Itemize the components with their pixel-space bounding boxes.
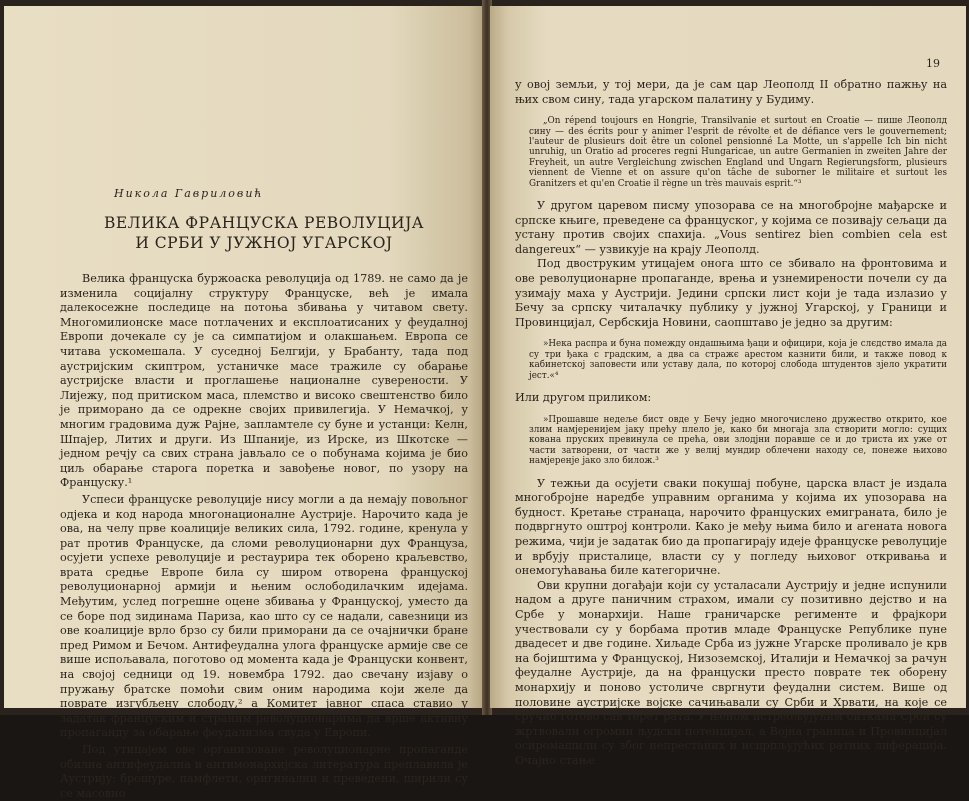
- page-number: 19: [926, 57, 940, 70]
- left-page: [4, 6, 484, 800]
- paragraph: Под утицајем ове организоване револуционарне пропаганде обилна антифеудална и антимонархијска литература преплавила је Аустрију: брошуре, памфлети, оригинални и преведени, ширили су се масовно: [60, 743, 468, 800]
- block-quote: »Прошавше недеље бист овде у Бечу једно многочислено дружество открито, кое злим намјеренијем јаку прећу плело је, како би многаја зла створити могло: сущих кована пруских превинула се прећа, ови злодјни поравше се и до триста их уже от части затворени, от части же у велиј мундир облечени находу се, понеже њихово намјеренје јако зло билож.³: [529, 414, 947, 467]
- paragraph: Ови крупни догађаји који су усталасали Аустрију и једне испунили надом а друге паничним страхом, имали су позитивно дејство и на Србе у монархији. Наше граничарске регименте и фрајкори учествовали су у борбама против младе Француске Републике пуне двадесет и две године. Хиљаде Срба из јужне Угарске проливало је крв на бојиштима у Француској, Низоземској, Италији и Немачкој за рачун феудалне Аустрије, да на француски престо поврате тек оборену монархију и поново устоличе свргнути феудални систем. Више од половине аустријске војске сачињавали су Срби и Хрвати, на које се сручио готово сав терет рата. У њеном истребљујућим биткама Срби су жртвовали огромни људски потенцијал, а Војна граница и Провинцијал осиромашили су због непрестаних и исцрпљујућих ратних лиферација. Очајно стање: [515, 578, 947, 767]
- block-quote: »Нека распра и буна помежду ондашњима ђаци и официри, која је слєдство имала да су три ђака с градским, а два са стражє арестом казнити били, и также повод к кабинетској заповести или уставу дала, по которој слобода штудентов зјело укратити јест.«⁴: [529, 339, 947, 381]
- paragraph: У другом царевом писму упозорава се на многобројне мађарске и српске књиге, преведене са француског, у којима се позивају сељаци да устану против својих спахија. „Vous sentirez bien combien cela est dangereux“ — узвикује на крају Леополд.: [515, 199, 947, 256]
- paragraph: Или другом приликом:: [515, 391, 652, 404]
- paragraph: У тежњи да осујети сваки покушај побуне, царска власт је издала многобројне наредбе управним органима у којима их упозорава на будност. Кретање странаца, нарочито француских емиграната, било је подвргнуто оштрој контроли. Како је међу њима било и агената новога режима, чији је задатак био да пропагирају идеје француске револуције и врбују присталице, власти су у погледу њиховог откривања и онемогућавања биле категоричне.: [515, 476, 947, 578]
- paragraph: у овој земљи, у тој мери, да је сам цар Леополд II обратно пажњу на њих свом сину, тада угарском палатину у Будиму.: [515, 78, 947, 106]
- title-line-2: И СРБИ У ЈУЖНОЈ УГАРСКОЈ: [135, 234, 393, 252]
- paragraph: Под двоструким утицајем онога што се збивало на фронтовима и ове револуционарне пропаганде, врења и узнемирености почели су да узимају маха у Аустрији. Једини српски лист који је тада излазио у Бечу за српску читалачку публику у јужној Угарској, у Граници и Провинцијал, Сербскија Новини, саопштаво је једно за другим:: [515, 257, 947, 329]
- left-body-text: [60, 272, 468, 801]
- author-name: Никола Гавриловић: [114, 187, 264, 200]
- article-title: [74, 213, 454, 253]
- paragraph: Успеси француске револуције нису могли а да немају повољног одјека и код народа многонационалне Аустрије. Нарочито када је ова, на челу прве коалиције великих сила, 1792. године, кренула у рат против Француске, да сломи револуционарни дух Француза, осујети успехе револуције и рестаурира тек оборено краљевство, врата средње Европе била су широм отворена француској револуционарној армији и њеним ослободилачким идејама. Међутим, услед погрешне оцене збивања у Француској, уместо да се боре под зидинама Париза, као што су се надали, савезници из ове коалиције врло брзо су били приморани да се очајнички бране пред Римом и Бечом. Антифеудална улога француске армије све се више испољавала, поготово од момента када је Француски конвент, на својој седници од 19. новембра 1792. дао свечану изјаву о пружању братске помоћи свим оним народима који желе да поврате изгубљену слободу,² а Комитет јавног спаса ставио у задатак француским и страним револуционарима да врше активну пропаганду за обарање феудализма свуда у Европи.: [60, 492, 468, 740]
- block-quote: „On répend toujours en Hongrie, Transilvanie et surtout en Croatie — пише Леополд сину — des écrits pour y animer l'esprit de révolte et de défiance vers le gouvernement; l'auteur de plusieurs doit être un colonel pensionné La Motte, un s'appelle Ich bin nicht unruhig, un Oratio ad proceres regni Hungaricae, un autre Germanien in zweiten Jahre der Freyheit, un autre Vergleichung zwischen England und Ungarn Regierungsform, plusieurs viennent de Vienne et on assure qu'on tâche de suborner le militaire et surtout les Granitzers et qu'en Croatie il règne un très mauvais esprit.“³: [529, 116, 947, 189]
- paragraph: Велика француска буржоаска револуција од 1789. не само да је изменила социјалну структуру Француске, већ је имала далекосежне последице на потоња збивања у читавом свету. Многомилионске масе потлачених и експлоатисаних у феудалној Европи дочекале су је са симпатијом и олакшањем. Европа се читава ускомешала. У суседној Белгији, у Брабанту, тада под аустријским скиптром, устаничке масе тражиле су обарање аустријске власти и проглашење националне суверености. У Лијежу, под притиском маса, племство и високо свештенство било је приморано да се одрекне својих привилегија. У Немачкој, у многим градовима дуж Рајне, запламтеле су буне и устанци: Келн, Шпајер, Литих и други. Из Шпаније, из Ирске, из Шкотске — једном речју са свих страна јављало се о побунама којима је био циљ обарање старога поретка и завођење новог, по узору на Француску.¹: [60, 272, 468, 490]
- title-line-1: ВЕЛИКА ФРАНЦУСКА РЕВОЛУЦИЈА: [103, 214, 425, 232]
- right-body-text: [515, 78, 947, 769]
- right-page: [490, 6, 966, 767]
